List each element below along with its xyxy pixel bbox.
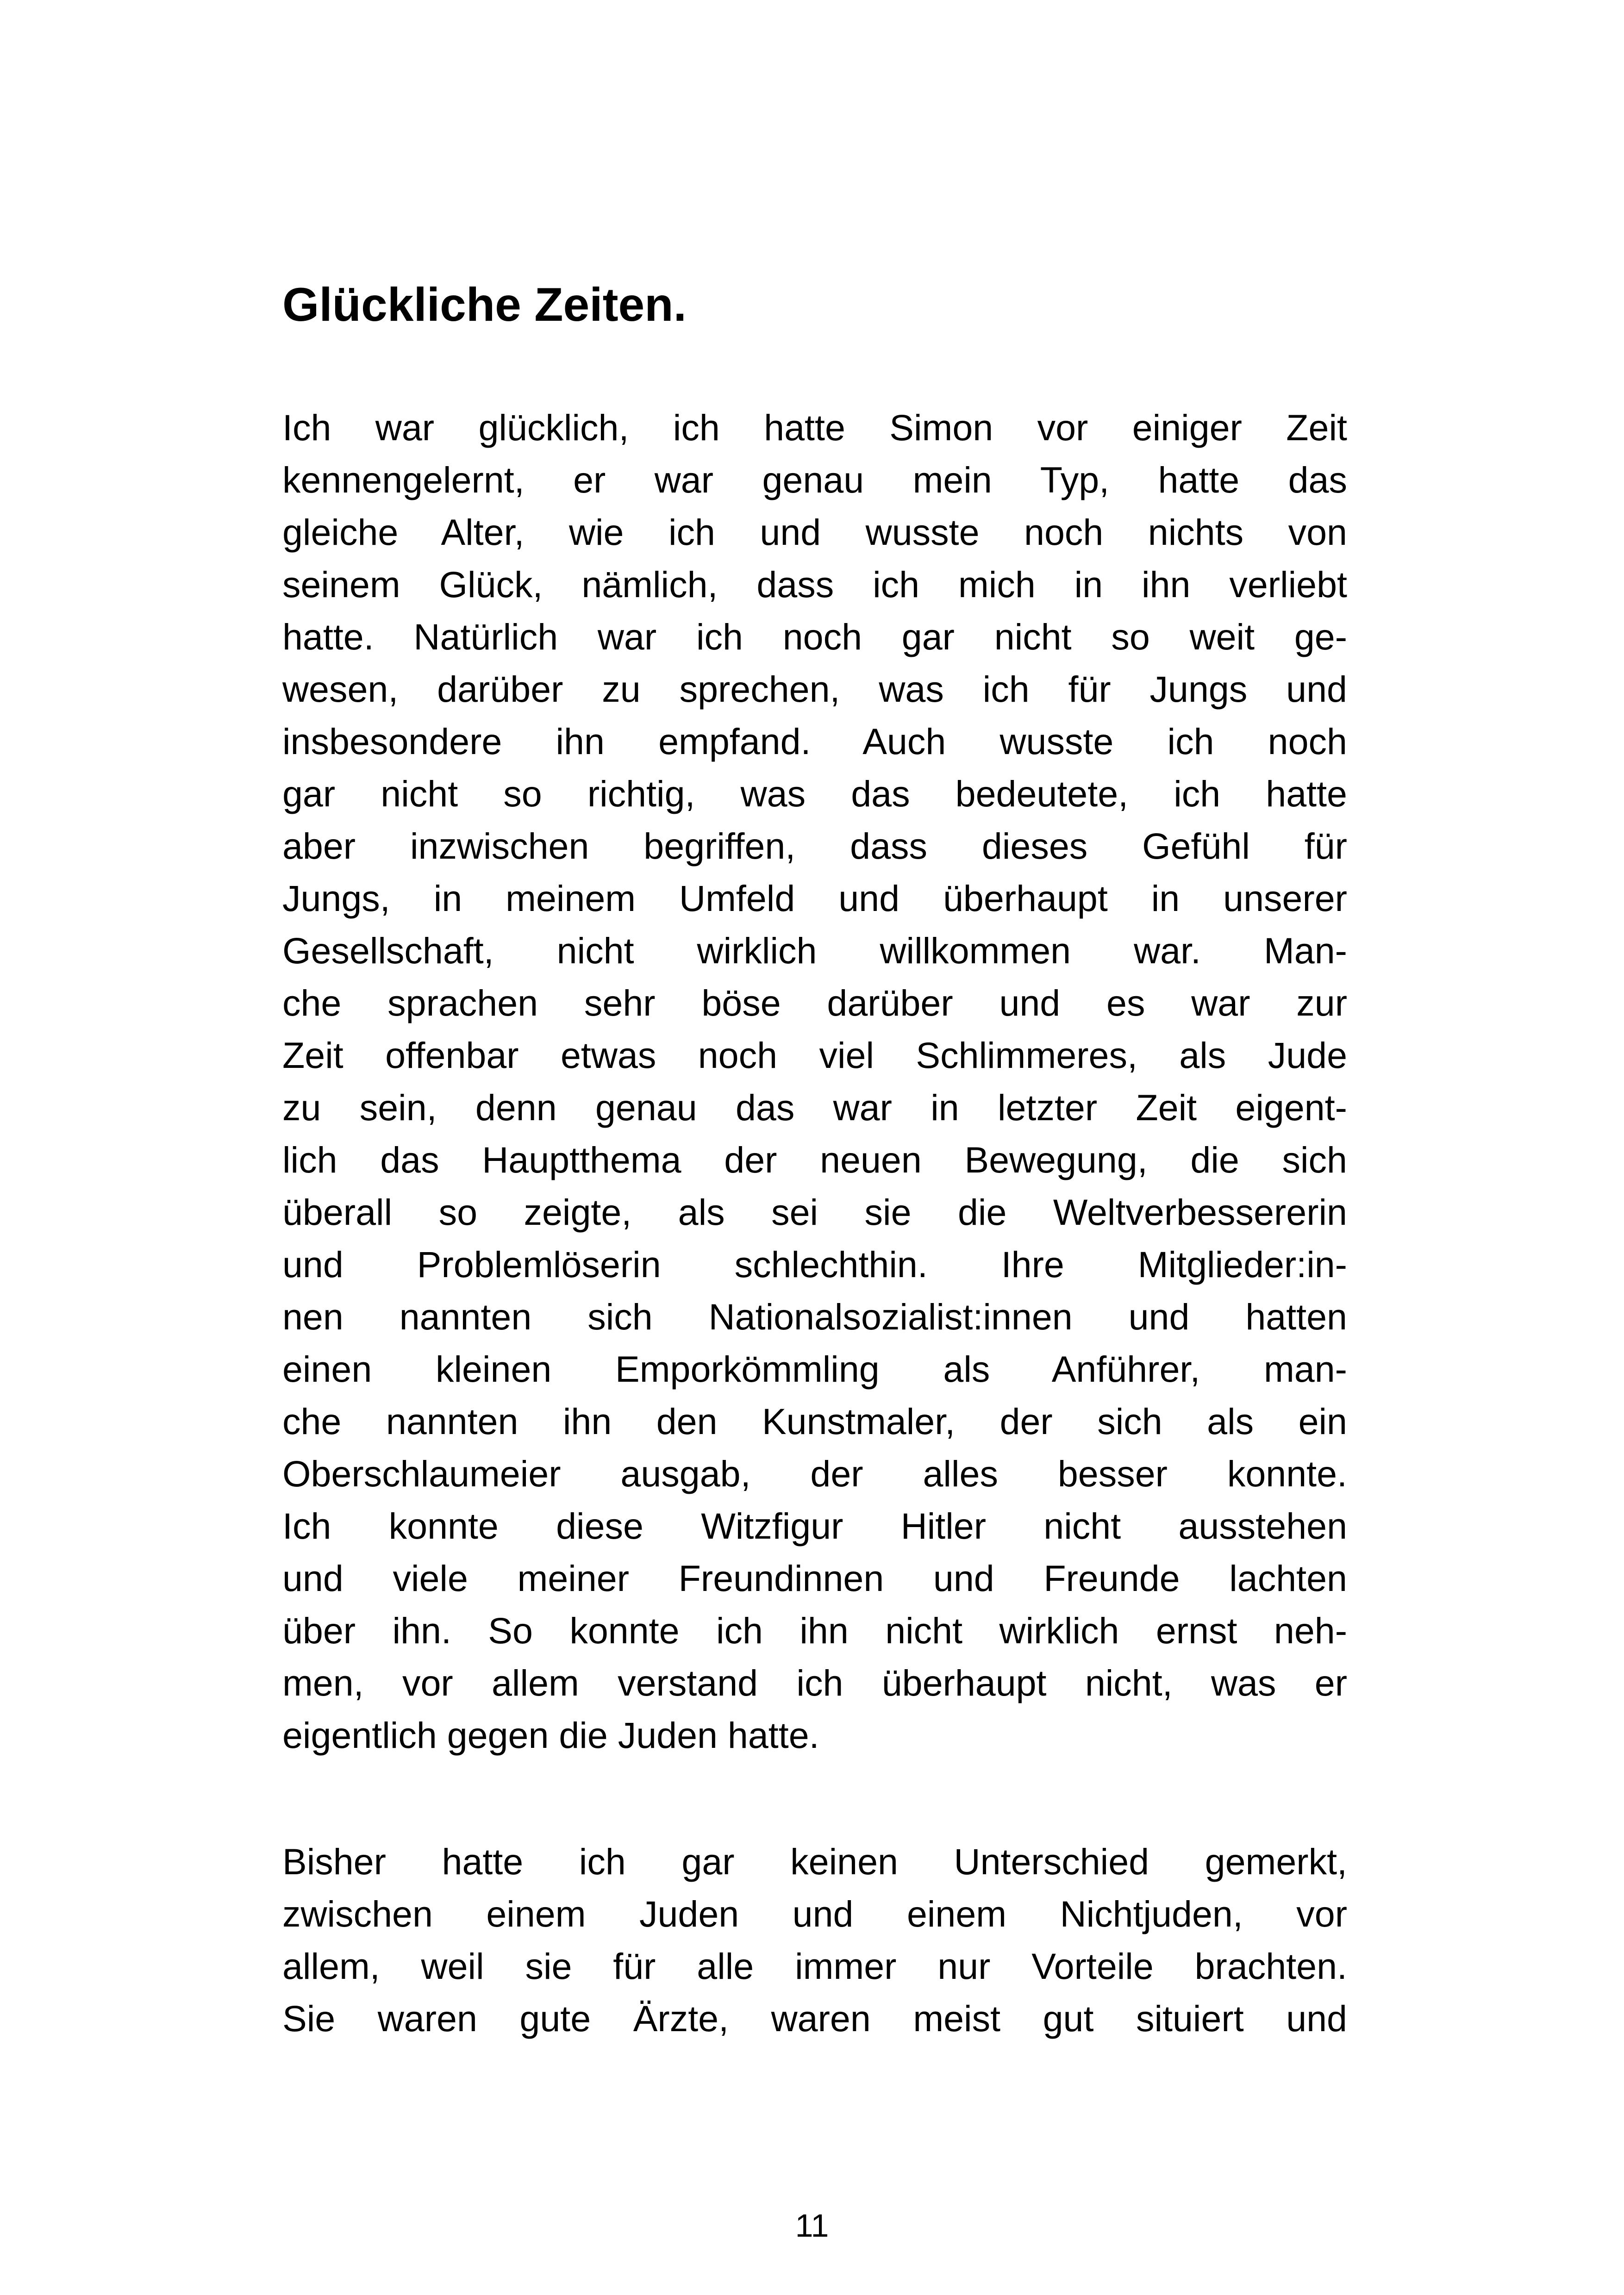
text-line: Oberschlaumeier ausgab, der alles besser konnte. bbox=[282, 1453, 1347, 1495]
text-line: Gesellschaft, nicht wirklich willkommen war. Man- bbox=[282, 930, 1347, 972]
text-line: lich das Hauptthema der neuen Bewegung, die sich bbox=[282, 1139, 1347, 1181]
text-line: che nannten ihn den Kunstmaler, der sich als ein bbox=[282, 1401, 1347, 1442]
text-line: hatte. Natürlich war ich noch gar nicht so weit ge- bbox=[282, 616, 1347, 658]
text-column bbox=[282, 278, 1347, 2045]
page-number: 11 bbox=[795, 2208, 829, 2244]
section-heading: Glückliche Zeiten. bbox=[282, 278, 687, 331]
text-line: seinem Glück, nämlich, dass ich mich in ihn verliebt bbox=[282, 564, 1347, 605]
text-line: über ihn. So konnte ich ihn nicht wirklich ernst neh- bbox=[282, 1610, 1347, 1652]
paragraph-2 bbox=[282, 1835, 1347, 2045]
text-line: Zeit offenbar etwas noch viel Schlimmeres, als Jude bbox=[282, 1035, 1347, 1076]
text-line: zu sein, denn genau das war in letzter Zeit eigent- bbox=[282, 1087, 1347, 1129]
text-line: einen kleinen Emporkömmling als Anführer, man- bbox=[282, 1348, 1347, 1390]
text-line: gar nicht so richtig, was das bedeutete, ich hatte bbox=[282, 773, 1347, 815]
text-line: eigentlich gegen die Juden hatte. bbox=[282, 1715, 819, 1756]
text-line: allem, weil sie für alle immer nur Vorteile brachten. bbox=[282, 1946, 1347, 1987]
text-line: Ich war glücklich, ich hatte Simon vor einiger Zeit bbox=[282, 407, 1347, 449]
text-line: nen nannten sich Nationalsozialist:innen und hatten bbox=[282, 1296, 1347, 1338]
text-line: che sprachen sehr böse darüber und es war zur bbox=[282, 982, 1347, 1024]
text-line: gleiche Alter, wie ich und wusste noch nichts von bbox=[282, 511, 1347, 553]
text-line: zwischen einem Juden und einem Nichtjuden, vor bbox=[282, 1893, 1347, 1935]
text-line: men, vor allem verstand ich überhaupt nicht, was er bbox=[282, 1662, 1347, 1704]
text-line: Sie waren gute Ärzte, waren meist gut situiert und bbox=[282, 1998, 1347, 2039]
text-line: und Problemlöserin schlechthin. Ihre Mitglieder:in- bbox=[282, 1244, 1347, 1285]
text-line: kennengelernt, er war genau mein Typ, hatte das bbox=[282, 459, 1347, 501]
paragraph-1 bbox=[282, 401, 1347, 1761]
text-line: wesen, darüber zu sprechen, was ich für Jungs und bbox=[282, 668, 1347, 710]
text-line: insbesondere ihn empfand. Auch wusste ich noch bbox=[282, 721, 1347, 762]
text-line: aber inzwischen begriffen, dass dieses Gefühl für bbox=[282, 825, 1347, 867]
text-line: und viele meiner Freundinnen und Freunde lachten bbox=[282, 1558, 1347, 1599]
text-line: Jungs, in meinem Umfeld und überhaupt in unserer bbox=[282, 878, 1347, 919]
text-line: überall so zeigte, als sei sie die Weltverbessererin bbox=[282, 1191, 1347, 1233]
text-line: Bisher hatte ich gar keinen Unterschied gemerkt, bbox=[282, 1841, 1347, 1883]
text-line: Ich konnte diese Witzfigur Hitler nicht ausstehen bbox=[282, 1505, 1347, 1547]
